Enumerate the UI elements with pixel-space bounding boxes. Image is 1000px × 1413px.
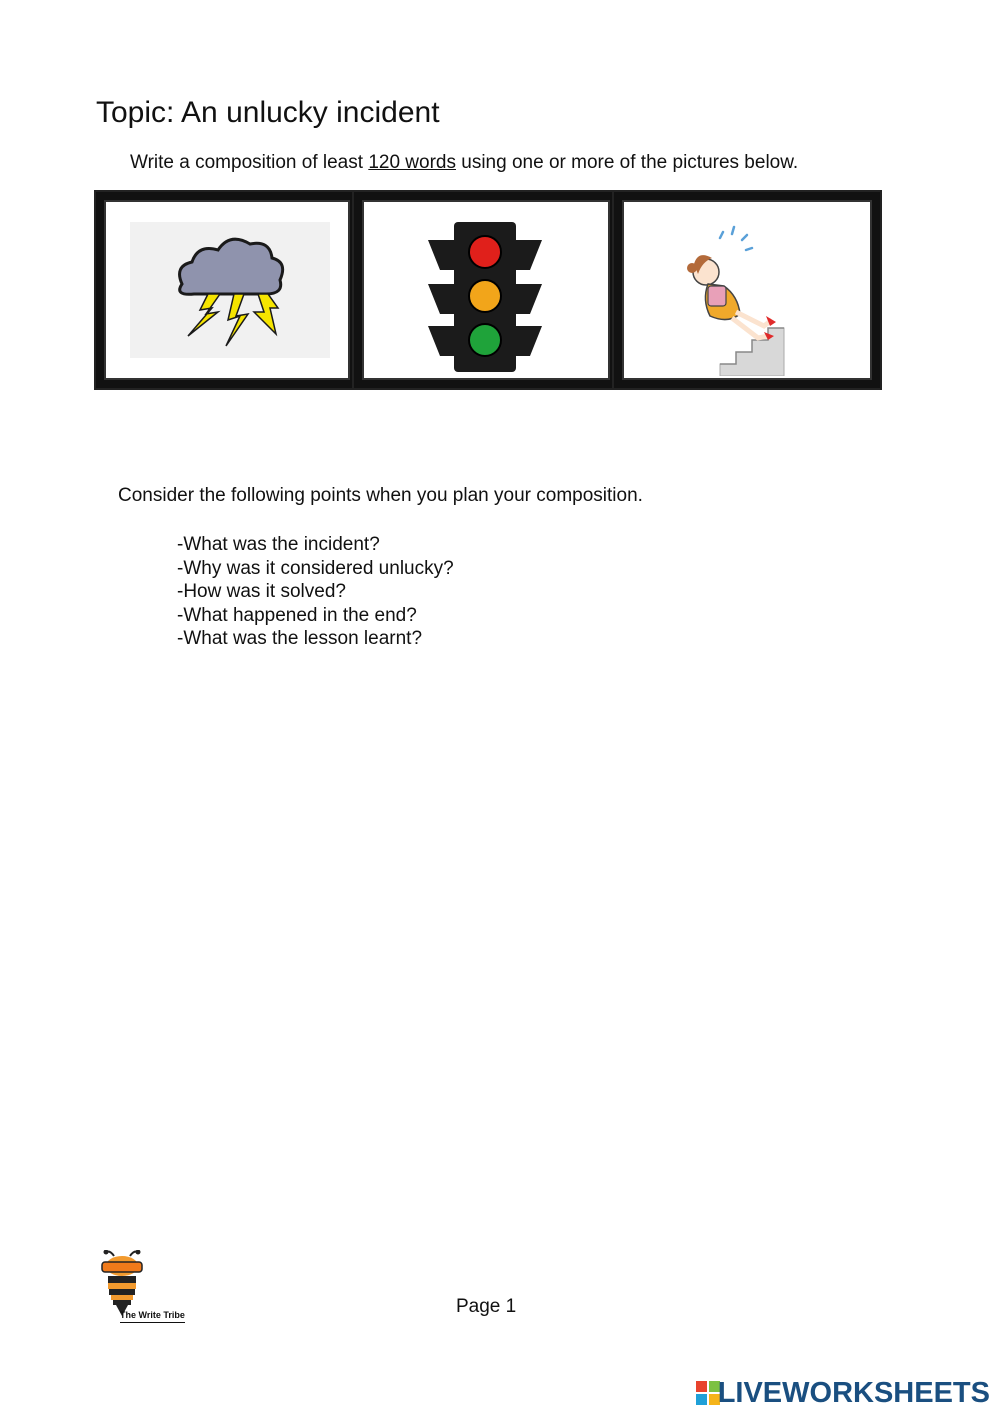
picture-frame-storm — [96, 192, 358, 388]
page-title: Topic: An unlucky incident — [96, 96, 440, 129]
person-falling-down-stairs-icon — [680, 220, 810, 376]
list-item: -What was the lesson learnt? — [177, 628, 423, 649]
thunderstorm-cloud-icon — [130, 222, 330, 358]
instruction-suffix: using one or more of the pictures below. — [455, 152, 799, 173]
instruction-text — [130, 152, 798, 174]
list-item: -What was the incident? — [177, 534, 380, 555]
picture-frame-fall — [614, 192, 880, 388]
picture-frame-traffic-light — [354, 192, 618, 388]
page-number: Page 1 — [456, 1296, 517, 1317]
traffic-light-icon — [420, 222, 550, 372]
watermark: LIVEWORKSHEETS — [717, 1377, 990, 1409]
word-count-emphasis: 120 words — [368, 152, 456, 173]
guiding-points-list — [177, 533, 454, 651]
picture-strip — [96, 192, 880, 388]
points-intro: Consider the following points when you plan your composition. — [118, 485, 643, 506]
instruction-prefix: Write a composition of least — [130, 152, 369, 173]
list-item: -Why was it considered unlucky? — [177, 557, 454, 579]
list-item: -What happened in the end? — [177, 604, 417, 626]
list-item: -How was it solved? — [177, 581, 346, 602]
logo-text: The Write Tribe — [120, 1310, 185, 1323]
liveworksheets-logo-icon — [696, 1381, 720, 1405]
